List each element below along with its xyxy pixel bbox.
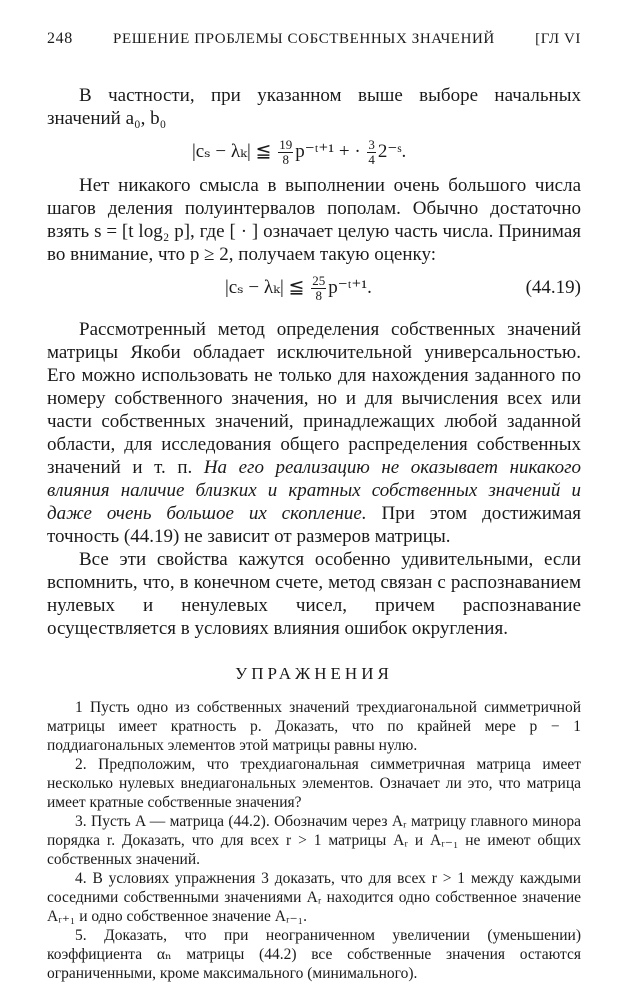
formula-1-lhs: |cₛ − λₖ| ≦	[192, 141, 277, 162]
running-title: РЕШЕНИЕ ПРОБЛЕМЫ СОБСТВЕННЫХ ЗНАЧЕНИЙ	[113, 31, 495, 47]
formula-1-rhs: 2⁻ˢ.	[377, 141, 407, 162]
exercise-item: 4. В условиях упражнения 3 доказать, что для всех r > 1 между каждыми соседними собственными значениями Aᵣ находится одно собственное значение Aᵣ₊₁ и одно собственное значение Aᵣ₋₁.	[47, 870, 581, 925]
formula-2-lhs: |cₛ − λₖ| ≦	[225, 277, 310, 298]
exercise-item: 1 Пусть одно из собственных значений трехдиагональной симметричной матрицы имеет кратность p. Доказать, что по крайней мере p − 1 поддиагональных элементов этой матрицы равны нулю.	[47, 699, 581, 754]
formula-1-mid: p⁻ᵗ⁺¹ + ·	[295, 141, 366, 162]
italic-emphasis: На его реализацию не оказывает никакого влияния наличие близких и кратных собственных значений и даже очень большое их скопление.	[47, 457, 581, 524]
fraction-19-8: $\frac{19}{8}$	[279, 137, 293, 168]
paragraph-initial-values: В частности, при указанном выше выборе начальных значений a₀, b₀	[47, 85, 581, 129]
equation-number: (44.19)	[525, 277, 581, 298]
page-number: 248	[47, 30, 73, 47]
exercise-item: 5. Доказать, что при неограниченном увеличении (уменьшении) коэффициента αₙ матрицы (44.2) все собственные значения остаются ограниченными, кроме максимального (минимального).	[47, 927, 581, 982]
fraction-3-4: $\frac{3}{4}$	[368, 137, 375, 168]
paragraph-universality: Рассмотренный метод определения собственных значений матрицы Якоби обладает исключительной универсальностью. Его можно использовать не только для нахождения заданного по номеру собственного значения, но и для вычисления всех или части собственных значений, принадлежащих любой заданной области, для исследования общего распределения собственных значений и т. п. На его реализацию не оказывает никакого влияния наличие близких и кратных собственных значений и даже очень большое их скопление. При этом достижимая точность (44.19) не зависит от размеров матрицы.	[47, 319, 581, 547]
exercises-list	[47, 698, 581, 983]
page-body	[47, 84, 581, 983]
exercises-heading: УПРАЖНЕНИЯ	[235, 664, 393, 683]
formula-bound-2	[47, 266, 581, 310]
running-header	[47, 30, 581, 48]
formula-2-rhs: p⁻ᵗ⁺¹.	[328, 277, 372, 298]
exercise-item: 3. Пусть A — матрица (44.2). Обозначим через Aᵣ матрицу главного минора порядка r. Доказать, что для всех r > 1 матрицы Aᵣ и Aᵣ₋₁ не имеют общих собственных значений.	[47, 813, 581, 868]
exercise-item: 2. Предположим, что трехдиагональная симметричная матрица имеет несколько нулевых внедиагональных элементов. Означает ли это, что матрица имеет кратные собственные значения?	[47, 756, 581, 811]
chapter-label: [ГЛ VI	[535, 31, 581, 47]
paragraph-properties: Все эти свойства кажутся особенно удивительными, если вспомнить, что, в конечном счете, метод связан с распознаванием нулевых и ненулевых чисел, причем распознавание осуществляется в условиях влияния ошибок округления.	[47, 549, 581, 639]
paragraph-halving-steps: Нет никакого смысла в выполнении очень большого числа шагов деления полуинтервалов пополам. Обычно достаточно взять s = [t log₂ p], где [ · ] означает целую часть числа. Принимая во внимание, что p ≥ 2, получаем такую оценку:	[47, 175, 581, 265]
formula-bound-1	[47, 130, 581, 174]
fraction-25-8: $\frac{25}{8}$	[312, 273, 326, 304]
